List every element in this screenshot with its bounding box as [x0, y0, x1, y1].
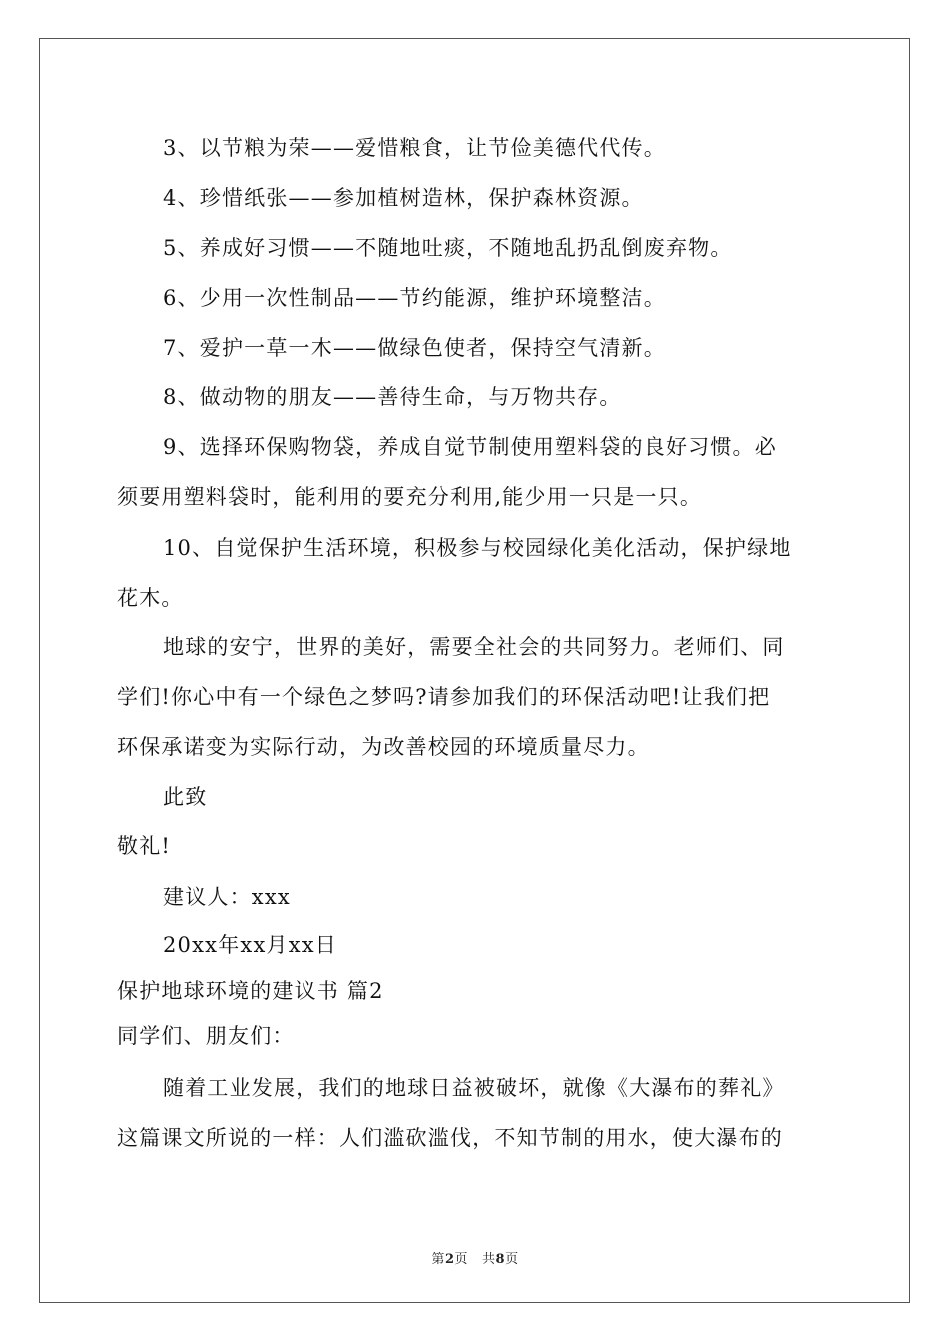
total-unit: 页: [505, 1252, 519, 1267]
list-item-9-line-1: 9、选择环保购物袋，养成自觉节制使用塑料袋的良好习惯。必: [163, 435, 777, 459]
page-current: 2: [444, 1252, 455, 1267]
paragraph-line-1: 地球的安宁，世界的美好，需要全社会的共同努力。老师们、同: [163, 635, 785, 659]
section-title: 保护地球环境的建议书 篇2: [117, 979, 384, 1003]
greeting: 同学们、朋友们：: [117, 1024, 295, 1048]
list-item-6: 6、少用一次性制品——节约能源，维护环境整洁。: [163, 286, 666, 310]
closing-salutation: 此致: [163, 785, 208, 809]
closing-regards: 敬礼!: [117, 834, 172, 858]
list-item-8: 8、做动物的朋友——善待生命，与万物共存。: [163, 385, 622, 409]
list-item-10-line-2: 花木。: [117, 586, 184, 610]
list-item-5: 5、养成好习惯——不随地吐痰，不随地乱扔乱倒废弃物。: [163, 236, 733, 260]
list-item-4: 4、珍惜纸张——参加植树造林，保护森林资源。: [163, 186, 644, 210]
list-item-7: 7、爱护一草一木——做绿色使者，保持空气清新。: [163, 336, 666, 360]
page-total: 8: [495, 1252, 506, 1267]
body-line-2: 这篇课文所说的一样：人们滥砍滥伐，不知节制的用水，使大瀑布的: [117, 1126, 783, 1150]
total-prefix: 共: [482, 1252, 496, 1267]
page-footer: [0, 1248, 950, 1267]
page-prefix: 第: [431, 1252, 445, 1267]
signature-author: 建议人：xxx: [163, 885, 291, 909]
paragraph-line-2: 学们!你心中有一个绿色之梦吗?请参加我们的环保活动吧!让我们把: [117, 685, 771, 709]
page-unit: 页: [454, 1252, 468, 1267]
list-item-9-line-2: 须要用塑料袋时，能利用的要充分利用,能少用一只是一只。: [117, 485, 703, 509]
signature-date: 20xx年xx月xx日: [163, 933, 337, 957]
list-item-10-line-1: 10、自觉保护生活环境，积极参与校园绿化美化活动，保护绿地: [163, 536, 792, 560]
list-item-3: 3、以节粮为荣——爱惜粮食，让节俭美德代代传。: [163, 136, 666, 160]
paragraph-line-3: 环保承诺变为实际行动，为改善校园的环境质量尽力。: [117, 735, 650, 759]
body-line-1: 随着工业发展，我们的地球日益被破坏，就像《大瀑布的葬礼》: [163, 1076, 785, 1100]
